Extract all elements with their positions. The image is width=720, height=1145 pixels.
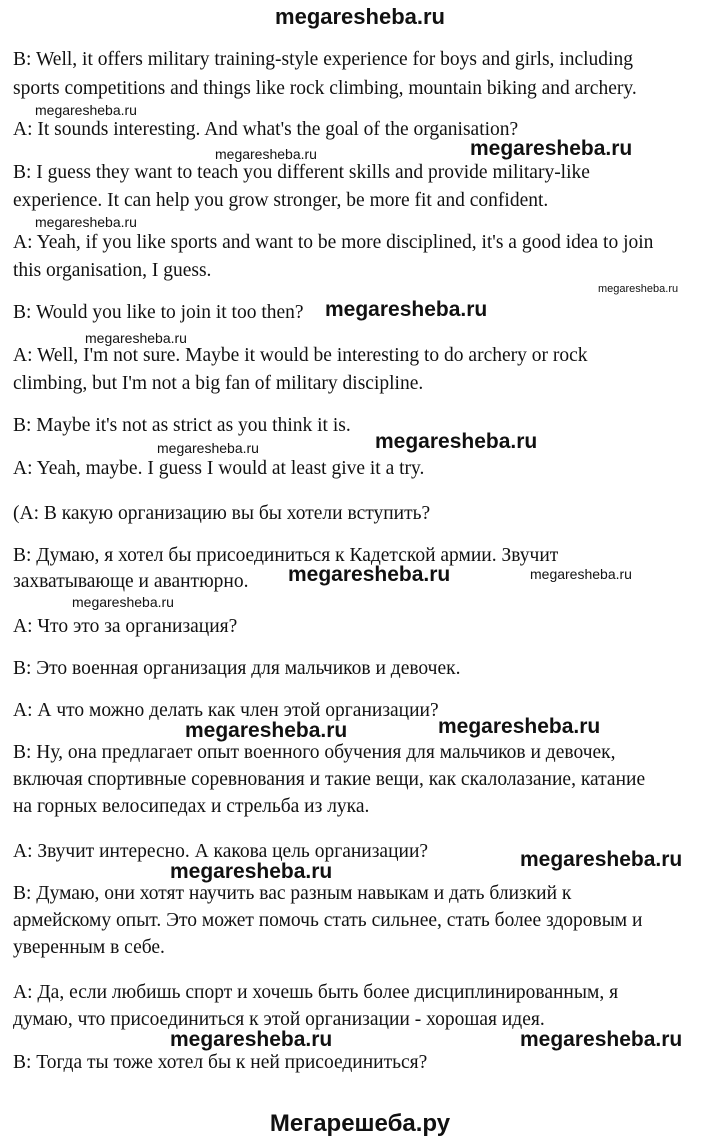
watermark: megaresheba.ru — [530, 566, 632, 582]
text-line: армейскому опыт. Это может помочь стать сильнее, стать более здоровым и — [13, 910, 643, 931]
text-line: B: Maybe it's not as strict as you think it is. — [13, 415, 351, 436]
text-line: A: А что можно делать как член этой организации? — [13, 700, 439, 721]
watermark: megaresheba.ru — [185, 719, 348, 742]
text-line: A: It sounds interesting. And what's the goal of the organisation? — [13, 119, 519, 140]
text-line: B: Думаю, я хотел бы присоединиться к Кадетской армии. Звучит — [13, 545, 559, 566]
text-line: A: Yeah, maybe. I guess I would at least give it a try. — [13, 458, 425, 479]
text-line: B: I guess they want to teach you different skills and provide military-like — [13, 162, 590, 183]
watermark: megaresheba.ru — [438, 715, 601, 738]
text-line: B: Ну, она предлагает опыт военного обучения для мальчиков и девочек, — [13, 742, 616, 763]
text-line: A: Звучит интересно. А какова цель организации? — [13, 841, 429, 862]
watermark: megaresheba.ru — [35, 214, 137, 230]
text-line: B: Would you like to join it too then? — [13, 302, 304, 323]
text-line: A: Well, I'm not sure. Maybe it would be interesting to do archery or rock — [13, 345, 588, 366]
text-line: B: Думаю, они хотят научить вас разным навыкам и дать близкий к — [13, 883, 572, 904]
site-footer: Мегарешеба.ру — [269, 1110, 451, 1137]
watermark: megaresheba.ru — [288, 563, 451, 586]
text-line: уверенным в себе. — [13, 937, 165, 958]
text-line: sports competitions and things like rock climbing, mountain biking and archery. — [13, 78, 637, 99]
watermark: megaresheba.ru — [170, 1028, 333, 1051]
watermark: megaresheba.ru — [157, 440, 259, 456]
site-header: megaresheba.ru — [275, 4, 445, 29]
watermark: megaresheba.ru — [170, 860, 333, 883]
text-line: (A: В какую организацию вы бы хотели вступить? — [13, 503, 431, 524]
text-line: захватывающе и авантюрно. — [13, 571, 249, 592]
watermark: megaresheba.ru — [85, 330, 187, 346]
text-line: climbing, but I'm not a big fan of military discipline. — [13, 373, 424, 394]
watermark: megaresheba.ru — [325, 298, 488, 321]
text-line: A: Да, если любишь спорт и хочешь быть более дисциплинированным, я — [13, 982, 619, 1003]
text-line: A: Что это за организация? — [13, 616, 238, 637]
watermark: megaresheba.ru — [520, 848, 683, 871]
watermark: megaresheba.ru — [72, 594, 174, 610]
text-line: на горных велосипедах и стрельба из лука. — [13, 796, 370, 817]
watermark: megaresheba.ru — [470, 137, 633, 160]
watermark: megaresheba.ru — [520, 1028, 683, 1051]
text-line: включая спортивные соревнования и такие вещи, как скалолазание, катание — [13, 769, 646, 790]
text-line: B: Well, it offers military training-style experience for boys and girls, including — [13, 49, 633, 70]
watermark: megaresheba.ru — [375, 430, 538, 453]
watermark: megaresheba.ru — [35, 102, 137, 118]
watermark: megaresheba.ru — [598, 283, 679, 295]
text-line: B: Это военная организация для мальчиков и девочек. — [13, 658, 461, 679]
text-line: experience. It can help you grow stronger, be more fit and confident. — [13, 190, 549, 211]
watermark: megaresheba.ru — [215, 146, 317, 162]
text-line: думаю, что присоединиться к этой организации - хорошая идея. — [13, 1009, 545, 1030]
text-line: A: Yeah, if you like sports and want to be more disciplined, it's a good idea to join — [13, 232, 654, 253]
text-line: B: Тогда ты тоже хотел бы к ней присоединиться? — [13, 1052, 428, 1073]
text-line: this organisation, I guess. — [13, 260, 212, 281]
